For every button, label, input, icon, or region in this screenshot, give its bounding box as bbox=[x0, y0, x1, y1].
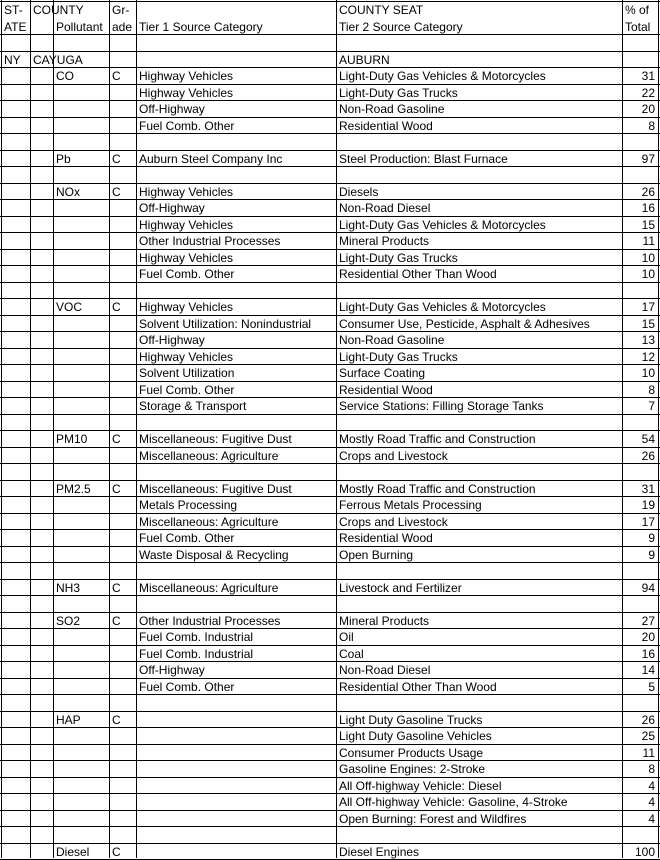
percent-cell: 27 bbox=[641, 614, 655, 628]
percent-cell: 31 bbox=[641, 69, 655, 83]
pollutant-cell: SO2 bbox=[56, 614, 81, 628]
tier2-cell: Open Burning: Forest and Wildfires bbox=[339, 812, 527, 826]
tier1-cell bbox=[137, 728, 336, 744]
pollutant-cell: HAP bbox=[56, 713, 81, 727]
percent-cell: 26 bbox=[641, 185, 655, 199]
grid-vline bbox=[109, 0, 110, 858]
tier2-cell: Non-Road Diesel bbox=[339, 663, 431, 677]
tier2-cell: Steel Production: Blast Furnace bbox=[339, 152, 508, 166]
percent-cell: 22 bbox=[641, 86, 655, 100]
tier1-cell: Fuel Comb. Other bbox=[139, 119, 235, 133]
tier1-cell: Other Industrial Processes bbox=[139, 234, 281, 248]
tier2-cell: Light-Duty Gas Trucks bbox=[339, 86, 458, 100]
percent-cell: 10 bbox=[641, 251, 655, 265]
percent-cell: 100 bbox=[634, 845, 655, 859]
tier2-cell: Light-Duty Gas Trucks bbox=[339, 251, 458, 265]
grade-cell: C bbox=[112, 185, 121, 199]
pollutant-cell: CO bbox=[56, 69, 74, 83]
grade-cell: C bbox=[112, 300, 121, 314]
percent-cell: 94 bbox=[641, 581, 655, 595]
tier2-cell: Light-Duty Gas Vehicles & Motorcycles bbox=[339, 69, 546, 83]
header-state-cell: ST- bbox=[4, 3, 23, 17]
grade-cell: C bbox=[112, 845, 121, 859]
tier1-cell: Fuel Comb. Other bbox=[139, 680, 235, 694]
percent-cell: 19 bbox=[641, 498, 655, 512]
header-tier2-cell: Tier 2 Source Category bbox=[339, 20, 463, 34]
percent-cell: 20 bbox=[641, 630, 655, 644]
tier2-cell: Light Duty Gasoline Trucks bbox=[339, 713, 483, 727]
header-pollutant-cell: Pollutant bbox=[56, 20, 103, 34]
tier1-cell: Highway Vehicles bbox=[139, 350, 234, 364]
tier1-cell: Metals Processing bbox=[139, 498, 238, 512]
tier1-cell: Waste Disposal & Recycling bbox=[139, 548, 289, 562]
tier1-cell: Solvent Utilization: Nonindustrial bbox=[139, 317, 312, 331]
percent-cell: 15 bbox=[641, 317, 655, 331]
tier2-cell: Light-Duty Gas Trucks bbox=[339, 350, 458, 364]
header-tier2-cell: COUNTY SEAT bbox=[339, 3, 424, 17]
pollutant-cell: Diesel bbox=[56, 845, 90, 859]
tier2-cell: Coal bbox=[339, 647, 364, 661]
tier1-cell: Off-Highway bbox=[139, 102, 205, 116]
pollutant-cell: PM10 bbox=[56, 432, 88, 446]
percent-cell: 11 bbox=[642, 234, 655, 248]
pollutant-cell: Pb bbox=[56, 152, 71, 166]
tier2-cell: AUBURN bbox=[339, 53, 390, 67]
percent-cell: 16 bbox=[641, 647, 655, 661]
tier2-cell: Consumer Use, Pesticide, Asphalt & Adhesives bbox=[339, 317, 590, 331]
tier2-cell: Open Burning bbox=[339, 548, 414, 562]
tier1-cell: Other Industrial Processes bbox=[139, 614, 281, 628]
tier2-cell: Mostly Road Traffic and Construction bbox=[339, 432, 536, 446]
tier1-cell: Highway Vehicles bbox=[139, 251, 234, 265]
pollutant-cell: VOC bbox=[56, 300, 83, 314]
tier1-cell: Fuel Comb. Other bbox=[139, 531, 235, 545]
header-pollutant-cell bbox=[54, 2, 109, 18]
tier1-cell bbox=[137, 712, 336, 728]
percent-cell: 26 bbox=[641, 449, 655, 463]
tier2-cell: Crops and Livestock bbox=[339, 449, 448, 463]
tier2-cell: Mostly Road Traffic and Construction bbox=[339, 482, 536, 496]
tier1-cell: Off-Highway bbox=[139, 663, 205, 677]
grade-cell: C bbox=[112, 152, 121, 166]
tier1-cell: Highway Vehicles bbox=[139, 218, 234, 232]
tier2-cell: All Off-highway Vehicle: Diesel bbox=[339, 779, 502, 793]
grid-vline bbox=[658, 0, 659, 858]
tier1-cell bbox=[137, 745, 336, 761]
tier1-cell: Miscellaneous: Agriculture bbox=[139, 581, 279, 595]
tier1-cell: Storage & Transport bbox=[139, 399, 247, 413]
percent-cell: 25 bbox=[641, 729, 655, 743]
tier1-cell: Solvent Utilization bbox=[139, 366, 235, 380]
header-tier1-cell bbox=[137, 2, 336, 18]
percent-cell: 8 bbox=[648, 119, 655, 133]
percent-cell: 17 bbox=[641, 515, 655, 529]
percent-cell: 54 bbox=[641, 432, 655, 446]
tier2-cell: Residential Other Than Wood bbox=[339, 267, 497, 281]
grade-cell: C bbox=[112, 432, 121, 446]
grade-cell: C bbox=[112, 581, 121, 595]
pollutant-cell: NOx bbox=[56, 185, 80, 199]
percent-cell: 4 bbox=[648, 812, 655, 826]
percent-cell: 14 bbox=[641, 663, 655, 677]
percent-cell: 20 bbox=[641, 102, 655, 116]
percent-cell: 11 bbox=[642, 746, 655, 760]
tier1-cell: Fuel Comb. Other bbox=[139, 267, 235, 281]
tier2-cell: Light-Duty Gas Vehicles & Motorcycles bbox=[339, 300, 546, 314]
grid-hline bbox=[0, 414, 660, 415]
tier1-cell bbox=[137, 794, 336, 810]
tier2-cell: Mineral Products bbox=[339, 614, 430, 628]
tier1-cell: Fuel Comb. Industrial bbox=[139, 647, 254, 661]
tier1-cell: Highway Vehicles bbox=[139, 300, 234, 314]
grid-vline bbox=[30, 0, 31, 858]
percent-cell: 26 bbox=[641, 713, 655, 727]
tier2-cell: Consumer Products Usage bbox=[339, 746, 484, 760]
tier1-cell: Highway Vehicles bbox=[139, 86, 234, 100]
percent-cell: 17 bbox=[641, 300, 655, 314]
tier2-cell: Non-Road Gasoline bbox=[339, 102, 445, 116]
tier1-cell: Fuel Comb. Industrial bbox=[139, 630, 254, 644]
tier2-cell: Light-Duty Gas Vehicles & Motorcycles bbox=[339, 218, 546, 232]
tier2-cell: Diesel Engines bbox=[339, 845, 420, 859]
header-grade-cell: ade bbox=[112, 20, 133, 34]
grade-cell: C bbox=[112, 614, 121, 628]
tier2-cell: Diesels bbox=[339, 185, 379, 199]
tier2-cell: Gasoline Engines: 2-Stroke bbox=[339, 762, 486, 776]
tier1-cell: Highway Vehicles bbox=[139, 69, 234, 83]
percent-cell: 10 bbox=[641, 267, 655, 281]
tier2-cell: Residential Other Than Wood bbox=[339, 680, 497, 694]
tier2-cell: Livestock and Fertilizer bbox=[339, 581, 462, 595]
grid-vline bbox=[53, 0, 54, 858]
grid-hline bbox=[0, 282, 660, 283]
tier2-cell: Non-Road Diesel bbox=[339, 201, 431, 215]
pollutant-cell: NH3 bbox=[56, 581, 81, 595]
header-percent-cell: % of bbox=[625, 3, 650, 17]
grade-cell: C bbox=[112, 713, 121, 727]
percent-cell: 31 bbox=[641, 482, 655, 496]
header-state-cell: ATE bbox=[4, 20, 27, 34]
header-county-cell bbox=[31, 19, 53, 35]
tier2-cell: Mineral Products bbox=[339, 234, 430, 248]
percent-cell: 12 bbox=[641, 350, 655, 364]
percent-cell: 97 bbox=[641, 152, 655, 166]
percent-cell: 15 bbox=[641, 218, 655, 232]
percent-cell: 10 bbox=[641, 366, 655, 380]
tier1-cell bbox=[137, 811, 336, 827]
header-tier1-cell: Tier 1 Source Category bbox=[139, 20, 263, 34]
tier2-cell: Service Stations: Filling Storage Tanks bbox=[339, 399, 544, 413]
tier2-cell: Surface Coating bbox=[339, 366, 426, 380]
header-grade-cell: Gr- bbox=[112, 3, 130, 17]
grade-cell: C bbox=[112, 482, 121, 496]
percent-cell: 13 bbox=[641, 333, 655, 347]
tier1-cell: Highway Vehicles bbox=[139, 185, 234, 199]
county-cell: CAYUGA bbox=[33, 53, 83, 67]
percent-cell: 4 bbox=[648, 795, 655, 809]
tier2-cell: Non-Road Gasoline bbox=[339, 333, 445, 347]
tier2-cell: Ferrous Metals Processing bbox=[339, 498, 482, 512]
tier2-cell: All Off-highway Vehicle: Gasoline, 4-Stroke bbox=[339, 795, 568, 809]
percent-cell: 7 bbox=[648, 399, 655, 413]
percent-cell: 4 bbox=[648, 779, 655, 793]
tier1-cell: Off-Highway bbox=[139, 333, 205, 347]
grid-vline bbox=[1, 0, 2, 858]
percent-cell: 8 bbox=[648, 383, 655, 397]
tier2-cell: Oil bbox=[339, 630, 354, 644]
percent-cell: 9 bbox=[648, 548, 655, 562]
tier1-cell bbox=[137, 761, 336, 777]
percent-cell: 8 bbox=[648, 762, 655, 776]
tier1-cell: Off-Highway bbox=[139, 201, 205, 215]
state-cell: NY bbox=[4, 53, 21, 67]
tier1-cell: Auburn Steel Company Inc bbox=[139, 152, 283, 166]
tier1-cell: Miscellaneous: Fugitive Dust bbox=[139, 482, 292, 496]
tier1-cell: Miscellaneous: Agriculture bbox=[139, 449, 279, 463]
tier1-cell bbox=[137, 778, 336, 794]
percent-cell: 9 bbox=[648, 531, 655, 545]
percent-cell: 16 bbox=[641, 201, 655, 215]
tier1-cell: Fuel Comb. Other bbox=[139, 383, 235, 397]
tier2-cell: Residential Wood bbox=[339, 383, 433, 397]
tier1-cell: Miscellaneous: Fugitive Dust bbox=[139, 432, 292, 446]
tier1-cell bbox=[137, 844, 336, 860]
header-percent-cell: Total bbox=[625, 20, 651, 34]
tier2-cell: Crops and Livestock bbox=[339, 515, 448, 529]
percent-cell: 5 bbox=[648, 680, 655, 694]
tier2-cell: Residential Wood bbox=[339, 531, 433, 545]
header-county-cell: COUNTY bbox=[33, 3, 84, 17]
tier1-cell: Miscellaneous: Agriculture bbox=[139, 515, 279, 529]
tier2-cell: Light Duty Gasoline Vehicles bbox=[339, 729, 492, 743]
tier2-cell: Residential Wood bbox=[339, 119, 433, 133]
grade-cell: C bbox=[112, 69, 121, 83]
pollutant-cell: PM2.5 bbox=[56, 482, 91, 496]
